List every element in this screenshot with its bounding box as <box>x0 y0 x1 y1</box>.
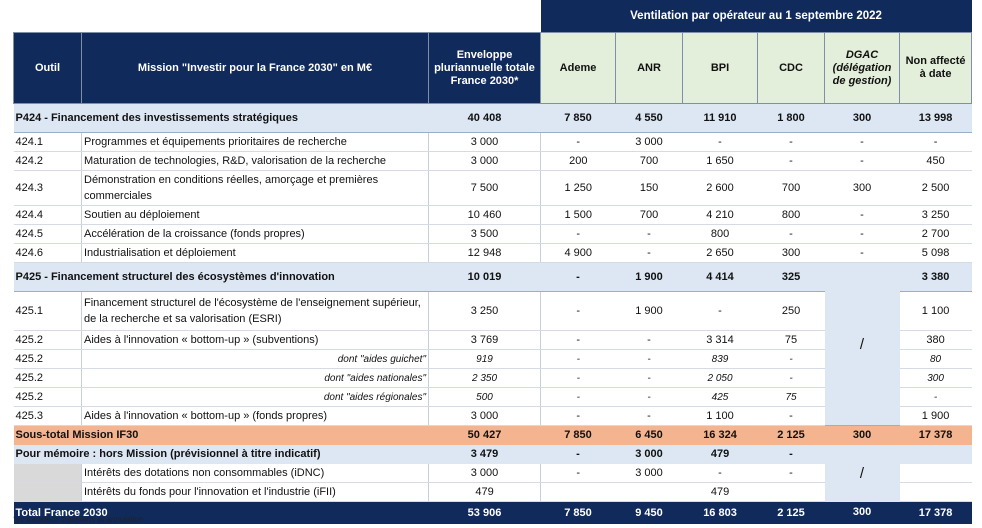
value-cell: - <box>758 369 825 388</box>
value-cell: 300 <box>900 369 972 388</box>
value-cell: 50 427 <box>429 426 541 446</box>
value-cell: - <box>900 133 972 152</box>
value-cell: 479 <box>683 445 758 464</box>
row-code: 425.2 <box>14 350 82 369</box>
value-cell: - <box>758 133 825 152</box>
value-cell: 2 125 <box>758 426 825 446</box>
row-label: Aides à l'innovation « bottom-up » (fonds propres) <box>82 407 429 426</box>
row-label: Programmes et équipements prioritaires de recherche <box>82 133 429 152</box>
value-cell: - <box>541 388 616 407</box>
value-cell: - <box>683 292 758 331</box>
value-cell: 10 019 <box>429 263 541 292</box>
row-label: Intérêts des dotations non consommables (iDNC) <box>82 464 429 483</box>
value-cell <box>541 483 616 502</box>
value-cell: 800 <box>758 206 825 225</box>
value-cell: - <box>758 225 825 244</box>
value-cell: 2 600 <box>683 171 758 206</box>
value-cell: - <box>825 206 900 225</box>
value-cell: - <box>758 407 825 426</box>
value-cell: 380 <box>900 331 972 350</box>
value-cell: 1 100 <box>900 292 972 331</box>
value-cell: 2 700 <box>900 225 972 244</box>
value-cell: 3 000 <box>429 407 541 426</box>
value-cell: 4 210 <box>683 206 758 225</box>
row-label: dont "aides régionales" <box>82 388 429 407</box>
value-cell: 7 850 <box>541 104 616 133</box>
row-label: Démonstration en conditions réelles, amorçage et premières commerciales <box>82 171 429 206</box>
table-row <box>14 171 972 206</box>
value-cell: 2 350 <box>429 369 541 388</box>
value-cell: 1 900 <box>900 407 972 426</box>
value-cell: 479 <box>683 483 758 502</box>
row-code <box>14 483 82 502</box>
footnote: *yc transferts transferts et annulation <box>13 515 144 524</box>
row-label: Industrialisation et déploiement <box>82 244 429 263</box>
value-cell: 4 414 <box>683 263 758 292</box>
value-cell <box>900 464 972 483</box>
value-cell: 9 450 <box>616 502 683 525</box>
header-cdc: CDC <box>758 33 825 104</box>
row-label: dont "aides guichet" <box>82 350 429 369</box>
blank-corner <box>14 0 541 33</box>
value-cell: - <box>541 225 616 244</box>
header-anr: ANR <box>616 33 683 104</box>
value-cell: 40 408 <box>429 104 541 133</box>
subtotal-row <box>14 426 972 446</box>
value-cell: 700 <box>616 152 683 171</box>
value-cell: - <box>758 464 825 483</box>
value-cell: 700 <box>616 206 683 225</box>
value-cell: 2 125 <box>758 502 825 525</box>
value-cell: 3 000 <box>429 133 541 152</box>
value-cell: 3 250 <box>429 292 541 331</box>
row-label: Intérêts du fonds pour l'innovation et l'industrie (iFII) <box>82 483 429 502</box>
ventilation-banner: Ventilation par opérateur au 1 septembre 2022 <box>541 0 972 33</box>
value-cell: 3 250 <box>900 206 972 225</box>
value-cell: - <box>541 350 616 369</box>
value-cell: 300 <box>825 171 900 206</box>
value-cell: 450 <box>900 152 972 171</box>
value-cell: 3 314 <box>683 331 758 350</box>
value-cell: 479 <box>429 483 541 502</box>
total-label: Total France 2030 <box>14 502 429 525</box>
value-cell: 3 769 <box>429 331 541 350</box>
value-cell <box>758 483 825 502</box>
row-code: 425.2 <box>14 388 82 407</box>
section-row-p425 <box>14 263 972 292</box>
value-cell: 1 800 <box>758 104 825 133</box>
value-cell: - <box>616 244 683 263</box>
value-cell: 1 900 <box>616 263 683 292</box>
row-code: 425.2 <box>14 369 82 388</box>
value-cell: 1 250 <box>541 171 616 206</box>
value-cell: - <box>541 331 616 350</box>
dgac-grey-block: / <box>825 263 900 426</box>
value-cell: - <box>541 464 616 483</box>
value-cell: 500 <box>429 388 541 407</box>
value-cell: 5 098 <box>900 244 972 263</box>
value-cell: 10 460 <box>429 206 541 225</box>
value-cell: - <box>900 388 972 407</box>
value-cell: 3 000 <box>429 464 541 483</box>
value-cell: 1 500 <box>541 206 616 225</box>
france-2030-table <box>13 0 972 524</box>
value-cell: 1 100 <box>683 407 758 426</box>
header-bpi: BPI <box>683 33 758 104</box>
value-cell <box>900 483 972 502</box>
value-cell: 16 803 <box>683 502 758 525</box>
row-code: 424.1 <box>14 133 82 152</box>
value-cell: 800 <box>683 225 758 244</box>
value-cell <box>900 445 972 464</box>
value-cell: 16 324 <box>683 426 758 446</box>
row-label: Accélération de la croissance (fonds propres) <box>82 225 429 244</box>
row-code: 425.3 <box>14 407 82 426</box>
value-cell: - <box>683 133 758 152</box>
section-label: P425 - Financement structurel des écosystèmes d'innovation <box>14 263 429 292</box>
value-cell: 1 650 <box>683 152 758 171</box>
value-cell: 250 <box>758 292 825 331</box>
value-cell: 2 050 <box>683 369 758 388</box>
row-label: Financement structurel de l'écosystème de l'enseignement supérieur, de la recherche et sa valorisation (ESRI) <box>82 292 429 331</box>
table-row <box>14 152 972 171</box>
value-cell: 3 380 <box>900 263 972 292</box>
value-cell: 11 910 <box>683 104 758 133</box>
value-cell: 2 650 <box>683 244 758 263</box>
value-cell: - <box>616 350 683 369</box>
header-non-affecte: Non affecté à date <box>900 33 972 104</box>
value-cell: 425 <box>683 388 758 407</box>
value-cell: 7 850 <box>541 502 616 525</box>
dgac-grey-block: / <box>825 445 900 502</box>
value-cell: 300 <box>825 502 900 525</box>
value-cell: 13 998 <box>900 104 972 133</box>
value-cell: 839 <box>683 350 758 369</box>
row-code: 424.4 <box>14 206 82 225</box>
value-cell: 700 <box>758 171 825 206</box>
value-cell: - <box>758 152 825 171</box>
value-cell: - <box>616 331 683 350</box>
value-cell: - <box>825 225 900 244</box>
subtotal-label: Sous-total Mission IF30 <box>14 426 429 446</box>
value-cell: - <box>541 369 616 388</box>
value-cell: 3 000 <box>429 152 541 171</box>
value-cell: - <box>825 152 900 171</box>
row-label: dont "aides nationales" <box>82 369 429 388</box>
value-cell: 919 <box>429 350 541 369</box>
header-ademe: Ademe <box>541 33 616 104</box>
value-cell: 4 550 <box>616 104 683 133</box>
value-cell: 3 479 <box>429 445 541 464</box>
value-cell: - <box>616 225 683 244</box>
value-cell: - <box>616 369 683 388</box>
memo-row <box>14 445 972 464</box>
value-cell: 17 378 <box>900 426 972 446</box>
value-cell: 3 000 <box>616 445 683 464</box>
memo-label: Pour mémoire : hors Mission (prévisionnel à titre indicatif) <box>14 445 429 464</box>
row-code <box>14 464 82 483</box>
value-cell: 150 <box>616 171 683 206</box>
row-label: Aides à l'innovation « bottom-up » (subventions) <box>82 331 429 350</box>
value-cell: 3 000 <box>616 464 683 483</box>
value-cell: 3 500 <box>429 225 541 244</box>
value-cell: - <box>541 292 616 331</box>
value-cell: 300 <box>758 244 825 263</box>
value-cell: 4 900 <box>541 244 616 263</box>
value-cell: - <box>683 464 758 483</box>
value-cell: - <box>758 445 825 464</box>
row-code: 424.5 <box>14 225 82 244</box>
value-cell: - <box>825 244 900 263</box>
header-enveloppe: Enveloppe pluriannuelle totale France 2030* <box>429 33 541 104</box>
value-cell: - <box>825 133 900 152</box>
row-code: 424.3 <box>14 171 82 206</box>
value-cell: - <box>616 388 683 407</box>
value-cell: 200 <box>541 152 616 171</box>
header-dgac: DGAC (délégation de gestion) <box>825 33 900 104</box>
value-cell: 7 850 <box>541 426 616 446</box>
value-cell: 325 <box>758 263 825 292</box>
value-cell: 53 906 <box>429 502 541 525</box>
row-code: 425.1 <box>14 292 82 331</box>
value-cell: - <box>541 263 616 292</box>
value-cell: - <box>541 407 616 426</box>
value-cell: 7 500 <box>429 171 541 206</box>
section-label: P424 - Financement des investissements stratégiques <box>14 104 429 133</box>
table-row <box>14 244 972 263</box>
total-row <box>14 502 972 525</box>
value-cell: 6 450 <box>616 426 683 446</box>
value-cell: 300 <box>825 104 900 133</box>
value-cell: 75 <box>758 388 825 407</box>
value-cell: 75 <box>758 331 825 350</box>
row-code: 425.2 <box>14 331 82 350</box>
value-cell: 12 948 <box>429 244 541 263</box>
value-cell: - <box>541 133 616 152</box>
value-cell: 80 <box>900 350 972 369</box>
value-cell: 17 378 <box>900 502 972 525</box>
header-outil: Outil <box>14 33 82 104</box>
value-cell: - <box>758 350 825 369</box>
table-row <box>14 206 972 225</box>
value-cell: 2 500 <box>900 171 972 206</box>
table-row <box>14 225 972 244</box>
value-cell <box>616 483 683 502</box>
row-code: 424.2 <box>14 152 82 171</box>
section-row-p424 <box>14 104 972 133</box>
row-code: 424.6 <box>14 244 82 263</box>
value-cell: - <box>616 407 683 426</box>
header-mission: Mission "Investir pour la France 2030" en M€ <box>82 33 429 104</box>
table-row <box>14 133 972 152</box>
value-cell: 3 000 <box>616 133 683 152</box>
row-label: Soutien au déploiement <box>82 206 429 225</box>
value-cell: 300 <box>825 426 900 446</box>
row-label: Maturation de technologies, R&D, valorisation de la recherche <box>82 152 429 171</box>
value-cell: - <box>541 445 616 464</box>
value-cell: 1 900 <box>616 292 683 331</box>
